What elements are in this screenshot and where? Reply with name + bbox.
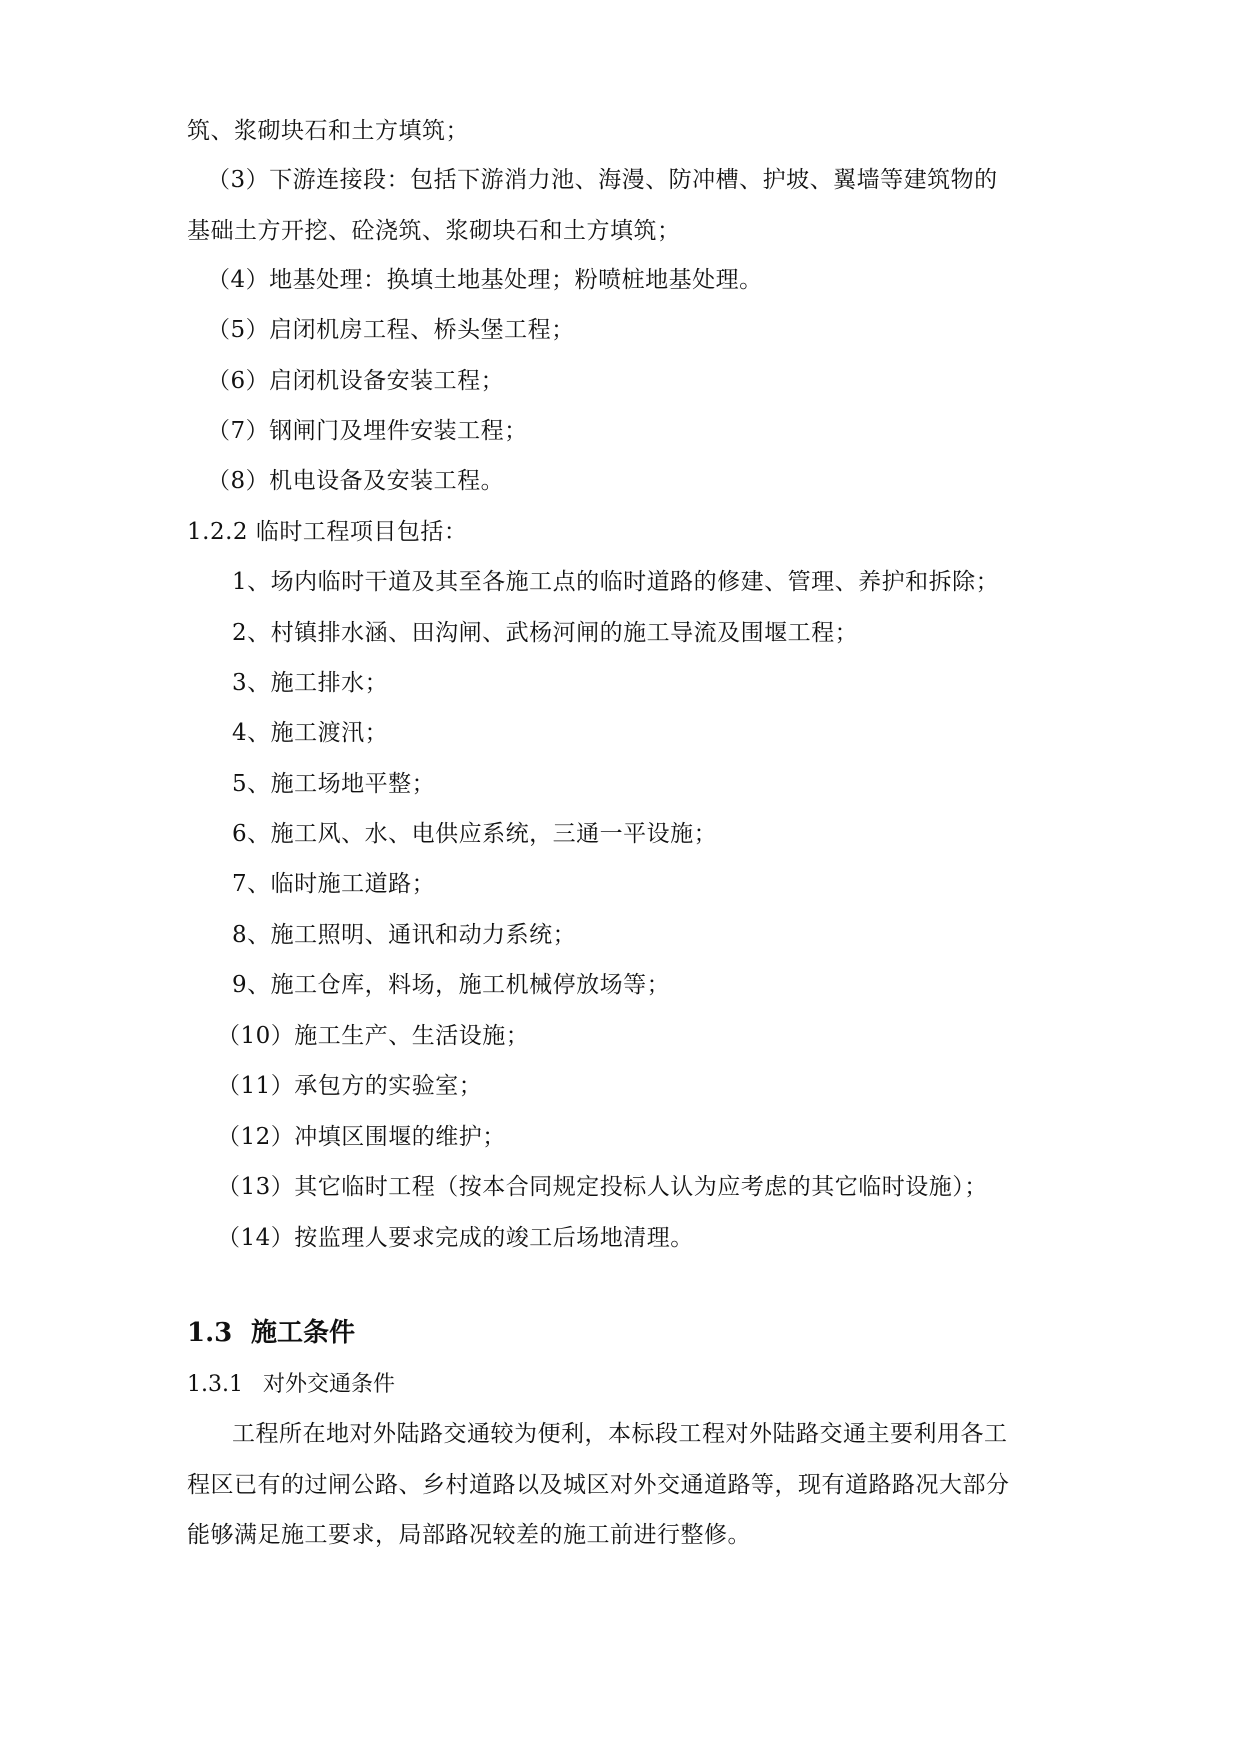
text-line: 8、施工照明、通讯和动力系统； [232, 922, 577, 948]
text-line: （5）启闭机房工程、桥头堡工程； [207, 317, 575, 343]
text-line: （11）承包方的实验室； [217, 1073, 483, 1099]
section-heading [187, 1316, 355, 1350]
paragraph-line: 程区已有的过闸公路、乡村道路以及城区对外交通道路等，现有道路路况大部分 [187, 1472, 1010, 1498]
text-line: 6、施工风、水、电供应系统，三通一平设施； [232, 821, 718, 847]
text-line: （6）启闭机设备安装工程； [207, 368, 505, 394]
subsection-title: 对外交通条件 [263, 1372, 396, 1397]
section-title: 施工条件 [251, 1318, 356, 1348]
text-line: （8）机电设备及安装工程。 [207, 468, 505, 494]
text-line: （12）冲填区围堰的维护； [217, 1124, 506, 1150]
text-line: （3）下游连接段：包括下游消力池、海漫、防冲槽、护坡、翼墙等建筑物的 [207, 167, 998, 193]
text-line: 9、施工仓库，料场，施工机械停放场等； [232, 972, 671, 998]
text-line: 5、施工场地平整； [232, 771, 436, 797]
text-line: （14）按监理人要求完成的竣工后场地清理。 [217, 1225, 694, 1251]
text-line: （13）其它临时工程（按本合同规定投标人认为应考虑的其它临时设施）； [217, 1174, 988, 1200]
subsection-number: 1.3.1 [187, 1372, 243, 1397]
text-line: 筑、浆砌块石和土方填筑； [187, 118, 469, 144]
text-line: 7、临时施工道路； [232, 871, 436, 897]
text-line: （7）钢闸门及埋件安装工程； [207, 418, 528, 444]
text-line: 4、施工渡汛； [232, 720, 389, 746]
text-line: （4）地基处理：换填土地基处理；粉喷桩地基处理。 [207, 267, 763, 293]
section-number: 1.3 [187, 1318, 233, 1348]
text-line: （10）施工生产、生活设施； [217, 1023, 530, 1049]
text-line: 2、村镇排水涵、田沟闸、武杨河闸的施工导流及围堰工程； [232, 620, 859, 646]
subsection-heading [187, 1370, 395, 1400]
paragraph-line: 能够满足施工要求，局部路况较差的施工前进行整修。 [187, 1522, 751, 1548]
text-line: 1.2.2 临时工程项目包括： [187, 519, 468, 545]
text-line: 1、场内临时干道及其至各施工点的临时道路的修建、管理、养护和拆除； [232, 569, 1000, 595]
text-line: 3、施工排水； [232, 670, 389, 696]
paragraph-line: 工程所在地对外陆路交通较为便利，本标段工程对外陆路交通主要利用各工 [232, 1421, 1008, 1447]
text-line: 基础土方开挖、砼浇筑、浆砌块石和土方填筑； [187, 218, 681, 244]
